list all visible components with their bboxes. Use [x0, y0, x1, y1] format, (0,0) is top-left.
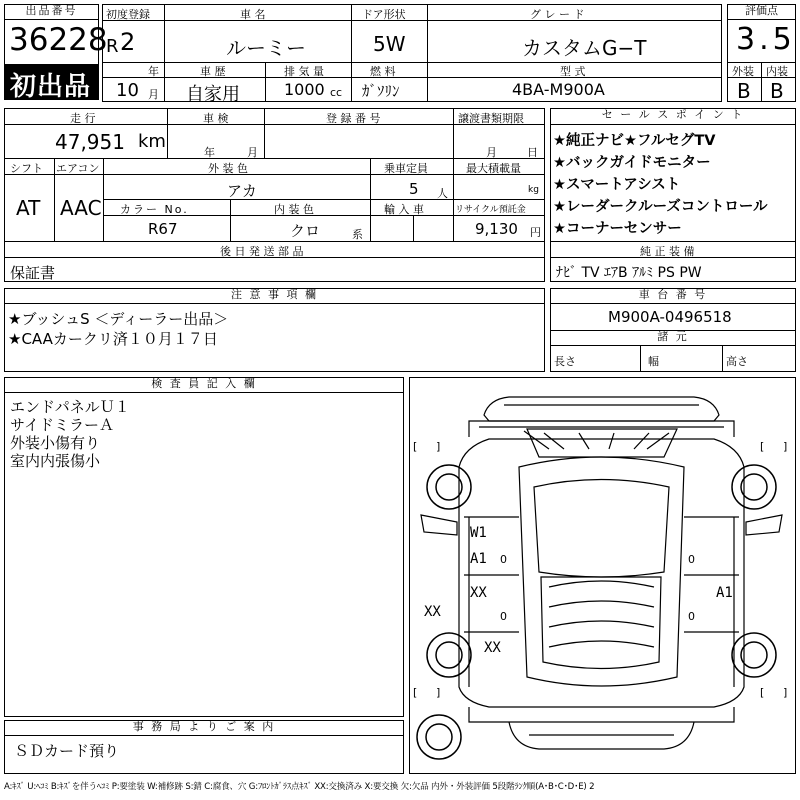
- door-value: 5W: [373, 32, 406, 56]
- transfer-month: 月: [486, 146, 497, 159]
- load-unit: kg: [528, 185, 539, 195]
- reg-year: 2: [120, 28, 136, 56]
- diagram-zero: 0: [500, 553, 507, 566]
- intcolor-label: 内 装 色: [274, 203, 314, 216]
- ac-value: AAC: [60, 196, 102, 220]
- model-label: 型 式: [560, 65, 586, 78]
- car-diagram: [409, 377, 796, 774]
- diagram-zero: 0: [688, 610, 695, 623]
- history-label: 車 歴: [200, 65, 226, 78]
- diagram-bracket: [: [760, 440, 765, 453]
- cc-unit: cc: [330, 86, 343, 99]
- km-unit: km: [138, 131, 166, 152]
- inspector-line: エンドパネルＵ１: [10, 398, 130, 416]
- door-label: ドア形状: [362, 8, 406, 21]
- damage-mark: A1: [716, 585, 733, 601]
- history-value: 自家用: [186, 84, 240, 105]
- displacement-value: 1000: [284, 80, 325, 99]
- reg-year-unit: 年: [148, 65, 159, 78]
- capacity-unit: 人: [437, 187, 448, 200]
- sales-point: ★コーナーセンサー: [553, 221, 682, 237]
- damage-mark: XX: [424, 604, 441, 620]
- damage-mark: XX: [470, 585, 487, 601]
- diagram-bracket: ]: [783, 440, 788, 453]
- grade-value: カスタムG−T: [522, 36, 647, 60]
- car-name-label: 車 名: [240, 8, 266, 21]
- later-parts-label: 後 日 発 送 部 品: [220, 245, 304, 258]
- intcolor-suffix: 系: [352, 228, 363, 241]
- reg-label: 初度登録: [106, 8, 150, 21]
- displacement-label: 排 気 量: [284, 65, 324, 78]
- chassis-number: M900A-0496518: [608, 308, 732, 326]
- model-value: 4BA-M900A: [512, 80, 605, 99]
- sales-label: セ ー ル ス ポ イ ン ト: [550, 108, 796, 125]
- office-label: 事 務 局 よ り ご 案 内: [4, 720, 404, 736]
- sales-point: ★レーダークルーズコントロール: [553, 199, 768, 215]
- sales-point: ★バックガイドモニター: [553, 155, 711, 171]
- diagram-zero: 0: [688, 553, 695, 566]
- shift-value: AT: [16, 196, 41, 220]
- ac-label: エアコン: [56, 162, 100, 175]
- color-value: アカ: [227, 182, 257, 200]
- mileage-value: 47,951: [55, 130, 125, 154]
- shift-label: シフト: [10, 162, 43, 175]
- regno-label: 登 録 番 号: [326, 112, 381, 125]
- lot-number: 36228: [9, 22, 108, 58]
- diagram-bracket: [: [413, 440, 418, 453]
- interior-grade: B: [770, 79, 784, 103]
- length-label: 長さ: [554, 355, 576, 368]
- car-name: ルーミー: [226, 36, 306, 60]
- diagram-bracket: [: [760, 686, 765, 699]
- height-label: 高さ: [726, 355, 748, 368]
- colorno-label: カラー No.: [120, 203, 189, 216]
- damage-mark: A1: [470, 551, 487, 567]
- later-parts-value: 保証書: [10, 264, 56, 282]
- notes-line: ★ブッシュS ＜ディーラー出品＞: [8, 310, 229, 328]
- lot-label: 出品番号: [4, 4, 99, 20]
- score-label: 評価点: [727, 4, 796, 20]
- reg-month: 10: [116, 80, 139, 101]
- exterior-label: 外装: [732, 65, 754, 78]
- diagram-zero: 0: [500, 610, 507, 623]
- equipment-label: 純 正 装 備: [640, 245, 695, 258]
- legend-text: A:ｷｽﾞ U:ﾍｺﾐ B:ｷｽﾞを伴うﾍｺﾐ P:要塗装 W:補修跡 S:錆 C:腐食、穴 G:ﾌﾛﾝﾄｶﾞﾗｽ点ｷｽﾞ XX:交換済み X:要交換 欠:欠品 内外・外装評価 5段階ﾗﾝｸ順(A･B･C･D･E) 2: [4, 782, 595, 792]
- diagram-bracket: [: [413, 686, 418, 699]
- notes-line: ★CAAカークリ済１０月１７日: [8, 330, 218, 348]
- office-text: ＳＤカード預り: [14, 742, 120, 760]
- grade-label: グ レ ー ド: [530, 8, 585, 21]
- inspection-month-unit: 月: [247, 146, 258, 159]
- inspection-year-unit: 年: [204, 146, 215, 159]
- notes-label: 注 意 事 項 欄: [4, 288, 545, 304]
- score-value: 3.5: [736, 22, 796, 57]
- capacity-value: 5: [409, 180, 419, 198]
- recycle-label: リサイクル預託金: [455, 205, 526, 215]
- inspection-label: 車 検: [203, 112, 229, 125]
- exterior-grade: B: [737, 79, 751, 103]
- inspector-line: 室内内張傷小: [10, 452, 101, 470]
- yen-unit: 円: [530, 226, 541, 239]
- recycle-value: 9,130: [475, 220, 518, 238]
- width-label: 幅: [648, 355, 659, 368]
- inspector-line: サイドミラーＡ: [10, 416, 114, 434]
- sales-point: ★純正ナビ★フルセグTV: [553, 133, 716, 149]
- fuel-label: 燃 料: [370, 65, 396, 78]
- capacity-label: 乗車定員: [384, 162, 428, 175]
- reg-month-unit: 月: [148, 88, 159, 101]
- fuel-value: ｶﾞｿﾘﾝ: [362, 82, 400, 100]
- load-label: 最大積載量: [466, 162, 521, 175]
- transfer-label: 譲渡書類期限: [458, 112, 524, 125]
- colorno-value: R67: [148, 220, 178, 238]
- sales-point: ★スマートアシスト: [553, 177, 681, 193]
- inspector-line: 外装小傷有り: [10, 434, 101, 452]
- color-label: 外 装 色: [208, 162, 248, 175]
- damage-mark: W1: [470, 525, 487, 541]
- diagram-bracket: ]: [436, 686, 441, 699]
- dims-label: 諸 元: [550, 330, 796, 346]
- first-listing-label: 初出品: [10, 72, 92, 102]
- damage-mark: XX: [484, 640, 501, 656]
- chassis-label: 車 台 番 号: [550, 288, 796, 304]
- mileage-label: 走 行: [70, 112, 96, 125]
- equipment-value: ﾅﾋﾞ TV ｴｱB ｱﾙﾐ PS PW: [556, 265, 702, 281]
- transfer-day: 日: [527, 146, 538, 159]
- diagram-bracket: ]: [783, 686, 788, 699]
- inspector-label: 検 査 員 記 入 欄: [4, 377, 404, 393]
- diagram-bracket: ]: [436, 440, 441, 453]
- intcolor-value: クロ: [290, 222, 321, 240]
- import-label: 輸 入 車: [384, 203, 424, 216]
- reg-era: R: [106, 36, 119, 57]
- interior-label: 内装: [766, 65, 788, 78]
